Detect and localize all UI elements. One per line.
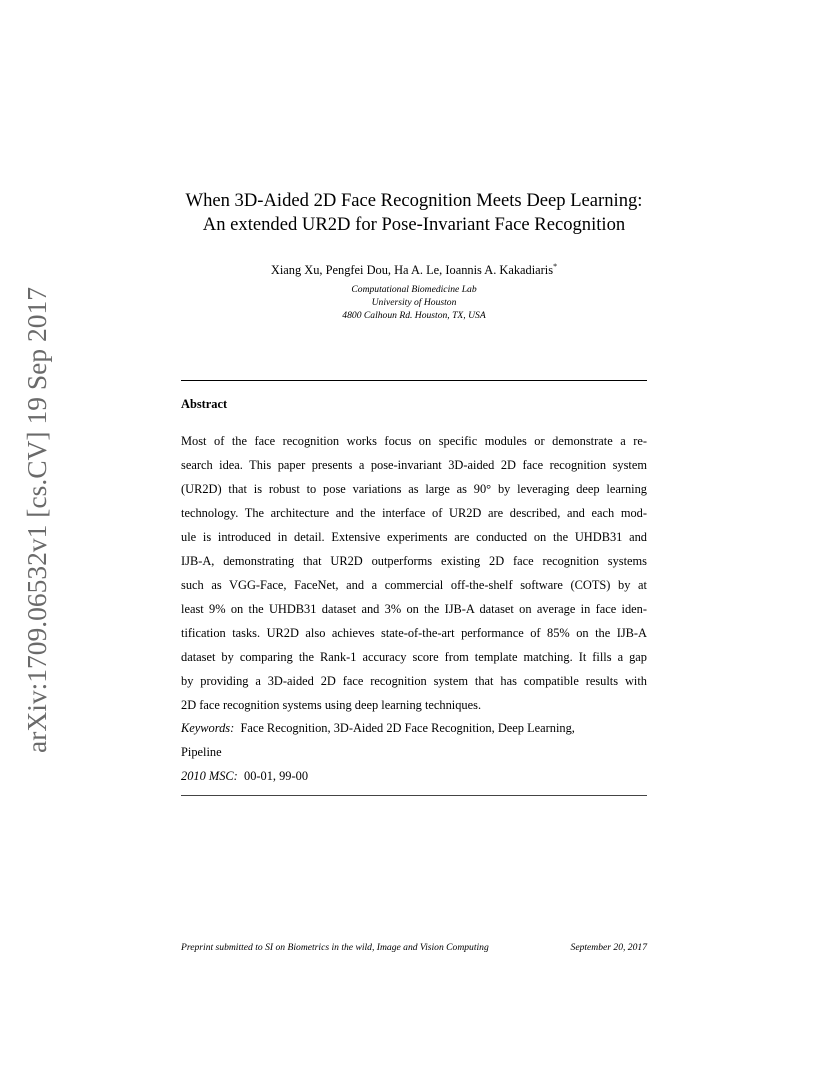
- author-names: Xiang Xu, Pengfei Dou, Ha A. Le, Ioannis A. Kakadiaris: [270, 263, 554, 278]
- abstract-line: least 9% on the UHDB31 dataset and 3% on the IJB-A dataset on average in face iden-: [181, 602, 647, 616]
- abstract-line: search idea. This paper presents a pose-invariant 3D-aided 2D face recognition system: [181, 458, 647, 472]
- abstract-line: ule is introduced in detail. Extensive experiments are conducted on the UHDB31 and: [181, 530, 647, 544]
- corresponding-author-mark: *: [553, 262, 558, 271]
- abstract-line: (UR2D) that is robust to pose variations as large as 90° by leveraging deep learning: [181, 482, 647, 496]
- author-list: [150, 259, 678, 278]
- keywords-block: [181, 716, 647, 788]
- keywords-value: Face Recognition, 3D-Aided 2D Face Recognition, Deep Learning,: [240, 721, 575, 735]
- abstract-line: technology. The architecture and the interface of UR2D are described, and each mod-: [181, 506, 647, 520]
- abstract-line: tification tasks. UR2D also achieves state-of-the-art performance of 85% on the IJB-A: [181, 626, 647, 640]
- affiliation-lab: Computational Biomedicine Lab: [351, 284, 477, 295]
- affiliation-university: University of Houston: [371, 297, 457, 308]
- msc-label: 2010 MSC:: [181, 769, 238, 783]
- title-line-1: When 3D-Aided 2D Face Recognition Meets Deep Learning:: [185, 190, 643, 211]
- title-line-2: An extended UR2D for Pose-Invariant Face Recognition: [202, 214, 626, 235]
- abstract-body: [181, 429, 647, 717]
- paper-title: [150, 189, 678, 237]
- abstract-heading: Abstract: [181, 397, 228, 411]
- abstract-line: 2D face recognition systems using deep learning techniques.: [181, 698, 482, 712]
- abstract-line: Most of the face recognition works focus on specific modules or demonstrate a re-: [181, 434, 647, 448]
- preprint-note: Preprint submitted to SI on Biometrics in the wild, Image and Vision Computing: [181, 942, 489, 953]
- abstract-top-rule: [181, 380, 647, 381]
- keywords-value-continued: Pipeline: [181, 745, 222, 759]
- abstract-bottom-rule: [181, 795, 647, 796]
- abstract-line: by providing a 3D-aided 2D face recognition system that has compatible results with: [181, 674, 647, 688]
- msc-value: 00-01, 99-00: [244, 769, 309, 783]
- abstract-line: such as VGG-Face, FaceNet, and a commercial off-the-shelf software (COTS) by at: [181, 578, 647, 592]
- abstract-line: dataset by comparing the Rank-1 accuracy score from template matching. It fills a gap: [181, 650, 647, 664]
- affiliation: [150, 283, 678, 322]
- preprint-date: September 20, 2017: [570, 942, 647, 953]
- abstract-line: IJB-A, demonstrating that UR2D outperforms existing 2D face recognition systems: [181, 554, 647, 568]
- arxiv-id: arXiv:1709.06532v1 [cs.CV] 19 Sep 2017: [21, 287, 52, 753]
- affiliation-address: 4800 Calhoun Rd. Houston, TX, USA: [342, 310, 486, 321]
- keywords-label: Keywords:: [181, 721, 235, 735]
